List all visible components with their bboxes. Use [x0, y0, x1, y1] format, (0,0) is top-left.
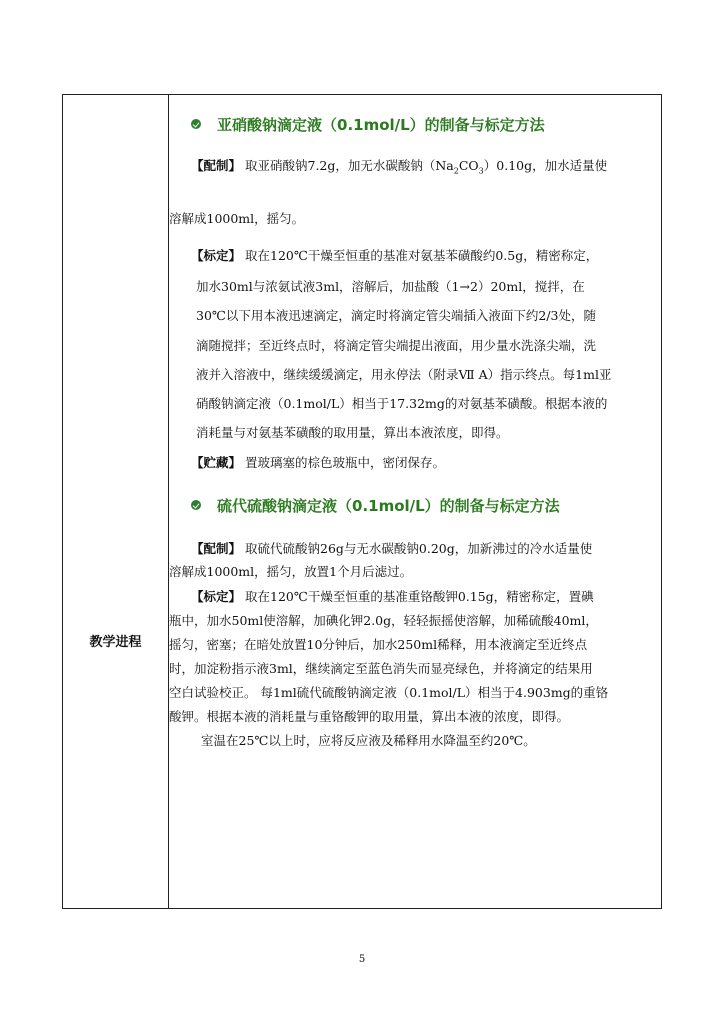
check-bullet-icon: [191, 119, 201, 129]
prep-tag: 【配制】: [191, 158, 242, 173]
section1-heading: 亚硝酸钠滴定液（0.1mol/L）的制备与标定方法: [191, 114, 545, 135]
store-tag: 【贮藏】: [191, 455, 242, 470]
section2-std-line6: 酸钾。根据本液的消耗量与重铬酸钾的取用量，算出本液的浓度，即得。: [169, 709, 570, 724]
section2-prep-line2: 溶解成1000ml，摇匀，放置1个月后滤过。: [169, 564, 413, 579]
section1-std-line1: 【标定】 取在120℃干燥至恒重的基准对氨基苯磺酸约0.5g，精密称定，: [191, 248, 599, 263]
content-cell: [169, 95, 661, 908]
section1-std-line4: 滴随搅拌；至近终点时，将滴定管尖端提出液面，用少量水洗涤尖端，洗: [196, 338, 597, 353]
section1-prep-line2: 溶解成1000ml，摇匀。: [169, 211, 305, 226]
section2-std-line2: 瓶中，加水50ml使溶解，加碘化钾2.0g，轻轻振摇使溶解，加稀硫酸40ml，: [169, 613, 598, 628]
section2-note: 室温在25℃以上时，应将反应液及稀释用水降温至约20℃。: [201, 733, 536, 748]
page-number: 5: [358, 954, 366, 965]
section2-std-line3: 摇匀，密塞；在暗处放置10分钟后，加水250ml稀释，用本液滴定至近终点: [169, 637, 588, 652]
section1-std-line6: 硝酸钠滴定液（0.1mol/L）相当于17.32mg的对氨基苯磺酸。根据本液的: [196, 396, 608, 411]
std-tag: 【标定】: [191, 589, 242, 604]
section2-std-line4: 时，加淀粉指示液3ml，继续滴定至蓝色消失而显亮绿色，并将滴定的结果用: [169, 661, 593, 676]
section2-std-line5: 空白试验校正。 每1ml硫代硫酸钠滴定液（0.1mol/L）相当于4.903mg的重铬: [169, 685, 609, 700]
section1-std-line2: 加水30ml与浓氨试液3ml，溶解后，加盐酸（1→2）20ml，搅拌，在: [196, 279, 585, 294]
section1-std-line3: 30℃以下用本液迅速滴定，滴定时将滴定管尖端插入液面下约2/3处，随: [196, 308, 597, 323]
section1-std-line5: 液并入溶液中，继续缓缓滴定，用永停法（附录Ⅶ A）指示终点。每1ml亚: [196, 367, 612, 382]
section2-heading: 硫代硫酸钠滴定液（0.1mol/L）的制备与标定方法: [191, 495, 560, 516]
check-bullet-icon: [191, 500, 201, 510]
std-tag: 【标定】: [191, 248, 242, 263]
section2-prep-line1: 【配制】 取硫代硫酸钠26g与无水碳酸钠0.20g，加新沸过的冷水适量使: [191, 541, 593, 556]
section1-store-line: 【贮藏】 置玻璃塞的棕色玻瓶中，密闭保存。: [191, 455, 445, 470]
prep-tag: 【配制】: [191, 541, 242, 556]
row-label: 教学进程: [89, 635, 142, 650]
section1-std-line7: 消耗量与对氨基苯磺酸的取用量，算出本液浓度，即得。: [196, 425, 509, 440]
teaching-table: [62, 94, 662, 909]
section1-prep-line1: 【配制】 取亚硝酸钠7.2g，加无水碳酸钠$(Na_2CO_3)0.10g$，加水适量使: [191, 158, 608, 176]
section2-std-line1: 【标定】 取在120℃干燥至恒重的基准重铬酸钾0.15g，精密称定，置碘: [191, 589, 594, 604]
